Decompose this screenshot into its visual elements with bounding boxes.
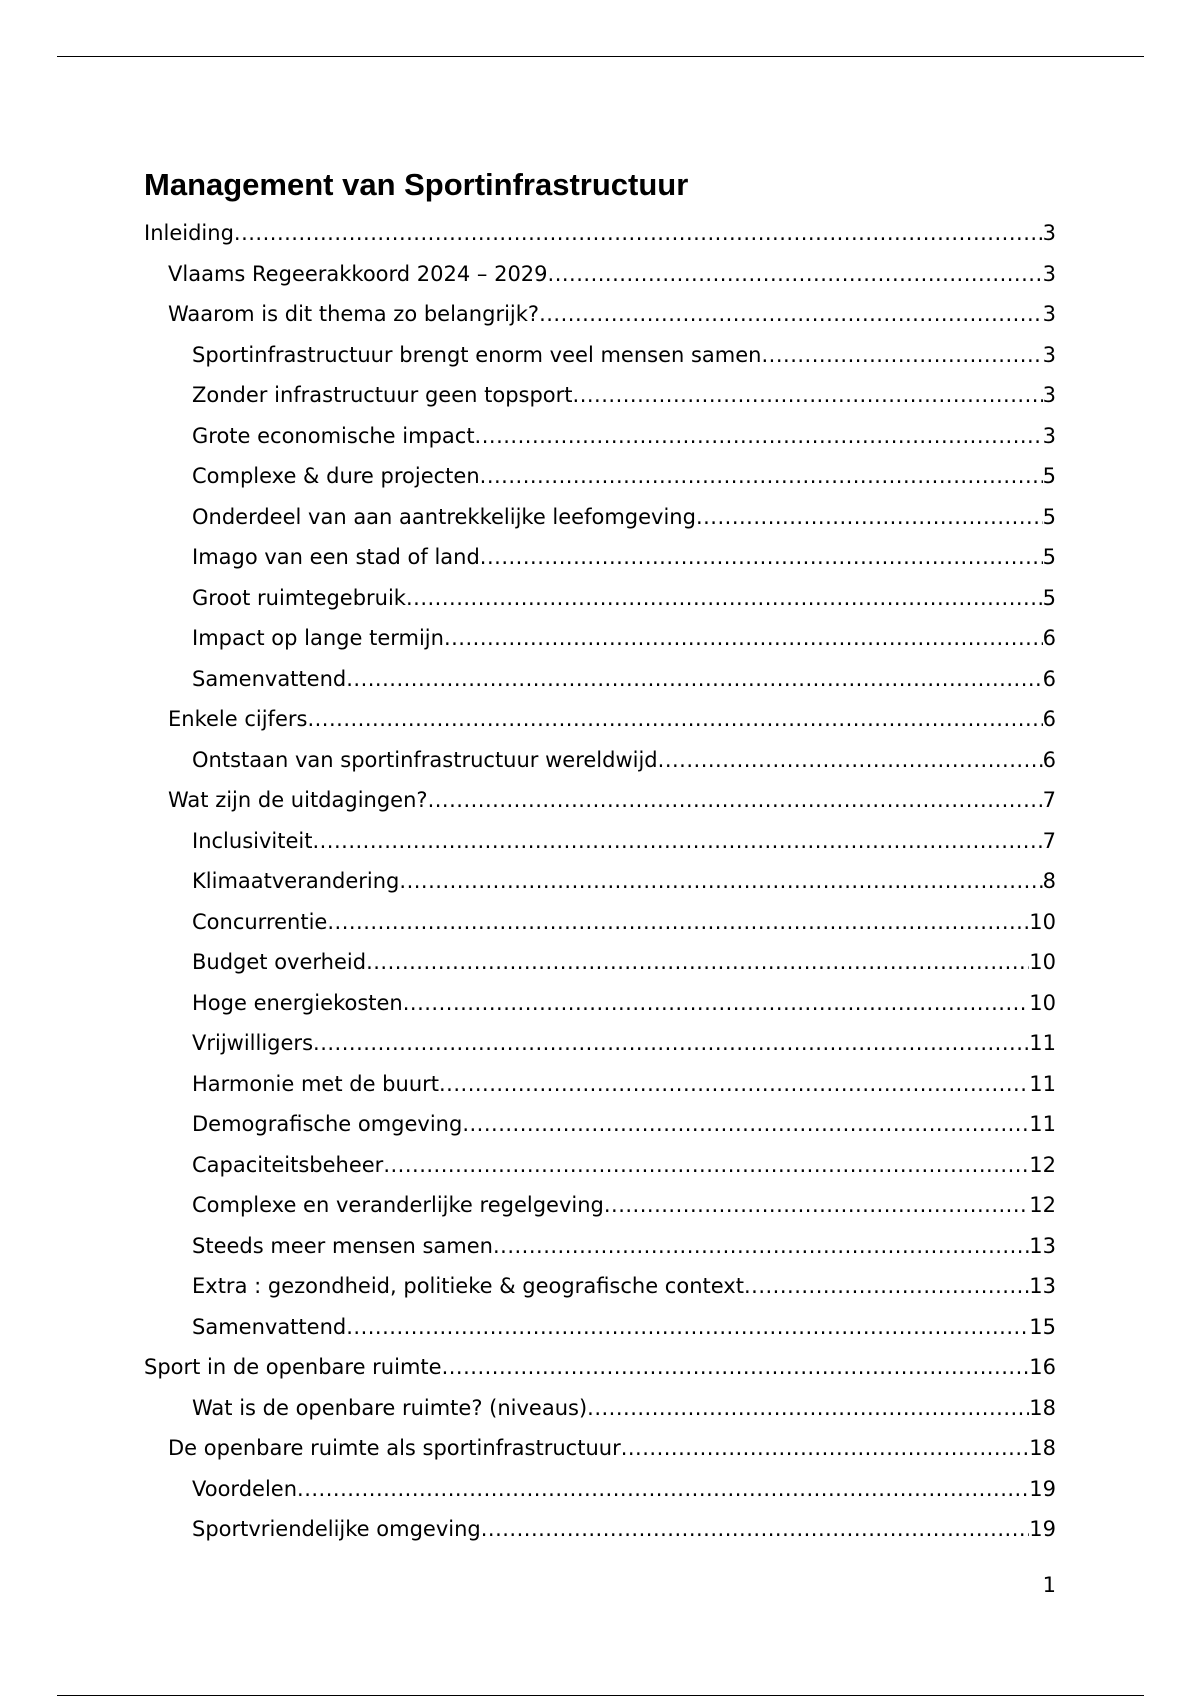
toc-entry[interactable]: [144, 740, 1056, 781]
toc-entry[interactable]: [144, 861, 1056, 902]
toc-entry-page: 10: [1029, 909, 1056, 934]
toc-entry-label: Vrijwilligers: [192, 1031, 314, 1055]
toc-entry-leader: [481, 1509, 1030, 1550]
toc-entry-page: 11: [1029, 1112, 1056, 1136]
toc-entry-page: 5: [1042, 545, 1056, 569]
toc-entry-leader: [297, 1469, 1029, 1510]
toc-entry[interactable]: [144, 375, 1056, 416]
toc-entry-leader: [428, 780, 1043, 821]
toc-entry-label: Inclusiviteit: [192, 828, 313, 853]
toc-entry-page: 15: [1029, 1314, 1056, 1339]
toc-entry-leader: [312, 821, 1042, 862]
toc-entry-leader: [346, 659, 1042, 700]
toc-entry-page: 3: [1042, 423, 1056, 448]
toc-entry[interactable]: [144, 1307, 1056, 1348]
toc-entry[interactable]: [144, 1388, 1056, 1429]
toc-entry[interactable]: [144, 335, 1056, 376]
toc-entry-page: 6: [1042, 666, 1056, 691]
toc-entry[interactable]: [144, 659, 1056, 700]
toc-entry-leader: [403, 983, 1030, 1024]
toc-entry-page: 3: [1042, 383, 1056, 407]
toc-entry-leader: [587, 1388, 1029, 1429]
toc-entry-page: 13: [1029, 1274, 1056, 1298]
toc-entry-page: 16: [1029, 1355, 1056, 1379]
toc-entry-page: 11: [1029, 1071, 1056, 1096]
toc-entry-label: Complexe & dure projecten: [192, 464, 480, 488]
toc-entry-label: Inleiding: [144, 221, 234, 245]
toc-entry[interactable]: [144, 821, 1056, 862]
toc-entry-page: 3: [1042, 302, 1056, 326]
toc-entry-page: 19: [1029, 1476, 1056, 1501]
toc-entry-label: Zonder infrastructuur geen topsport: [192, 383, 573, 407]
header-rule: [57, 56, 1144, 57]
toc-entry-page: 5: [1042, 464, 1056, 488]
toc-entry-leader: [548, 254, 1043, 295]
toc-entry-page: 12: [1029, 1193, 1056, 1217]
toc-entry-page: 19: [1029, 1517, 1056, 1541]
toc-entry-leader: [406, 578, 1043, 619]
toc-entry-page: 12: [1029, 1152, 1056, 1177]
toc-entry-page: 10: [1029, 950, 1056, 974]
toc-entry-label: Enkele cijfers: [168, 707, 308, 731]
toc-entry-leader: [346, 1307, 1029, 1348]
toc-entry[interactable]: [144, 902, 1056, 943]
toc-entry-label: De openbare ruimte als sportinfrastructuur: [168, 1436, 621, 1460]
toc-entry-label: Onderdeel van aan aantrekkelijke leefomgeving: [192, 504, 696, 529]
toc-entry[interactable]: [144, 942, 1056, 983]
toc-entry-label: Steeds meer mensen samen: [192, 1233, 493, 1258]
toc-entry-label: Sport in de openbare ruimte: [144, 1355, 442, 1379]
table-of-contents: [144, 213, 1056, 1550]
toc-entry[interactable]: [144, 1266, 1056, 1307]
toc-entry-leader: [234, 213, 1043, 254]
toc-entry-label: Wat is de openbare ruimte? (niveaus): [192, 1395, 588, 1420]
toc-entry-page: 8: [1042, 869, 1056, 893]
toc-entry-label: Samenvattend: [192, 1314, 347, 1339]
toc-entry-leader: [444, 618, 1043, 659]
toc-entry-page: 18: [1029, 1395, 1056, 1420]
toc-entry-leader: [366, 942, 1029, 983]
toc-entry-label: Wat zijn de uitdagingen?: [168, 788, 428, 812]
toc-entry-leader: [493, 1226, 1029, 1267]
toc-entry-page: 5: [1042, 585, 1056, 610]
toc-entry[interactable]: [144, 1145, 1056, 1186]
toc-entry-label: Klimaatverandering: [192, 869, 400, 893]
toc-entry-leader: [658, 740, 1043, 781]
toc-entry-label: Harmonie met de buurt: [192, 1071, 439, 1096]
toc-entry-page: 3: [1042, 221, 1056, 245]
toc-entry-leader: [573, 375, 1043, 416]
toc-entry-leader: [621, 1428, 1030, 1469]
toc-entry-page: 7: [1042, 788, 1056, 812]
toc-entry[interactable]: [144, 1226, 1056, 1267]
toc-entry-label: Impact op lange termijn: [192, 626, 444, 650]
toc-entry-leader: [442, 1347, 1030, 1388]
toc-entry[interactable]: [144, 254, 1056, 295]
toc-entry-page: 3: [1042, 342, 1056, 367]
toc-entry[interactable]: [144, 1185, 1056, 1226]
toc-entry[interactable]: [144, 1104, 1056, 1145]
footer-rule: [57, 1695, 1144, 1696]
toc-entry[interactable]: [144, 213, 1056, 254]
toc-entry[interactable]: [144, 416, 1056, 457]
toc-entry-leader: [762, 335, 1043, 376]
toc-entry-label: Sportvriendelijke omgeving: [192, 1517, 481, 1541]
toc-entry[interactable]: [144, 699, 1056, 740]
toc-entry[interactable]: [144, 983, 1056, 1024]
toc-entry-label: Vlaams Regeerakkoord 2024 – 2029: [168, 261, 548, 286]
toc-entry[interactable]: [144, 1428, 1056, 1469]
toc-entry[interactable]: [144, 537, 1056, 578]
toc-entry[interactable]: [144, 780, 1056, 821]
toc-entry-label: Waarom is dit thema zo belangrijk?: [168, 302, 540, 326]
toc-entry-leader: [744, 1266, 1029, 1307]
toc-entry-leader: [480, 537, 1043, 578]
toc-entry-label: Concurrentie: [192, 909, 328, 934]
toc-entry[interactable]: [144, 1023, 1056, 1064]
toc-entry-label: Imago van een stad of land: [192, 545, 480, 569]
toc-entry-leader: [439, 1064, 1029, 1105]
page-number: 1: [1042, 1573, 1056, 1597]
toc-entry[interactable]: [144, 497, 1056, 538]
toc-entry-leader: [539, 294, 1043, 335]
document-title: Management van Sportinfrastructuur: [144, 167, 689, 202]
toc-entry[interactable]: [144, 618, 1056, 659]
toc-entry[interactable]: [144, 1347, 1056, 1388]
toc-entry-page: 6: [1042, 626, 1056, 650]
toc-entry-leader: [307, 699, 1042, 740]
toc-entry-leader: [604, 1185, 1029, 1226]
toc-entry-leader: [696, 497, 1043, 538]
toc-entry[interactable]: [144, 1509, 1056, 1550]
toc-entry-label: Hoge energiekosten: [192, 990, 403, 1015]
toc-entry[interactable]: [144, 1064, 1056, 1105]
toc-entry[interactable]: [144, 1469, 1056, 1510]
toc-entry-label: Complexe en veranderlijke regelgeving: [192, 1193, 604, 1217]
toc-entry[interactable]: [144, 294, 1056, 335]
toc-entry-leader: [480, 456, 1043, 497]
toc-entry[interactable]: [144, 456, 1056, 497]
toc-entry-label: Extra : gezondheid, politieke & geografische context: [192, 1274, 744, 1298]
toc-entry-label: Samenvattend: [192, 666, 347, 691]
toc-entry-page: 11: [1029, 1031, 1056, 1055]
toc-entry-label: Sportinfrastructuur brengt enorm veel mensen samen: [192, 342, 762, 367]
toc-entry-page: 6: [1042, 747, 1056, 772]
toc-entry-page: 3: [1042, 261, 1056, 286]
toc-entry-leader: [313, 1023, 1029, 1064]
toc-entry-leader: [475, 416, 1043, 457]
toc-entry-page: 13: [1029, 1233, 1056, 1258]
toc-entry[interactable]: [144, 578, 1056, 619]
toc-entry-leader: [383, 1145, 1029, 1186]
toc-entry-page: 7: [1042, 828, 1056, 853]
toc-entry-page: 6: [1042, 707, 1056, 731]
toc-entry-label: Capaciteitsbeheer: [192, 1152, 384, 1177]
toc-entry-page: 5: [1042, 504, 1056, 529]
toc-entry-page: 18: [1029, 1436, 1056, 1460]
toc-entry-page: 10: [1029, 990, 1056, 1015]
toc-entry-leader: [462, 1104, 1029, 1145]
toc-entry-leader: [327, 902, 1029, 943]
toc-entry-label: Budget overheid: [192, 950, 367, 974]
toc-entry-leader: [399, 861, 1042, 902]
toc-entry-label: Ontstaan van sportinfrastructuur wereldwijd: [192, 747, 658, 772]
toc-entry-label: Groot ruimtegebruik: [192, 585, 406, 610]
toc-entry-label: Voordelen: [192, 1476, 298, 1501]
toc-entry-label: Demografische omgeving: [192, 1112, 463, 1136]
toc-entry-label: Grote economische impact: [192, 423, 475, 448]
